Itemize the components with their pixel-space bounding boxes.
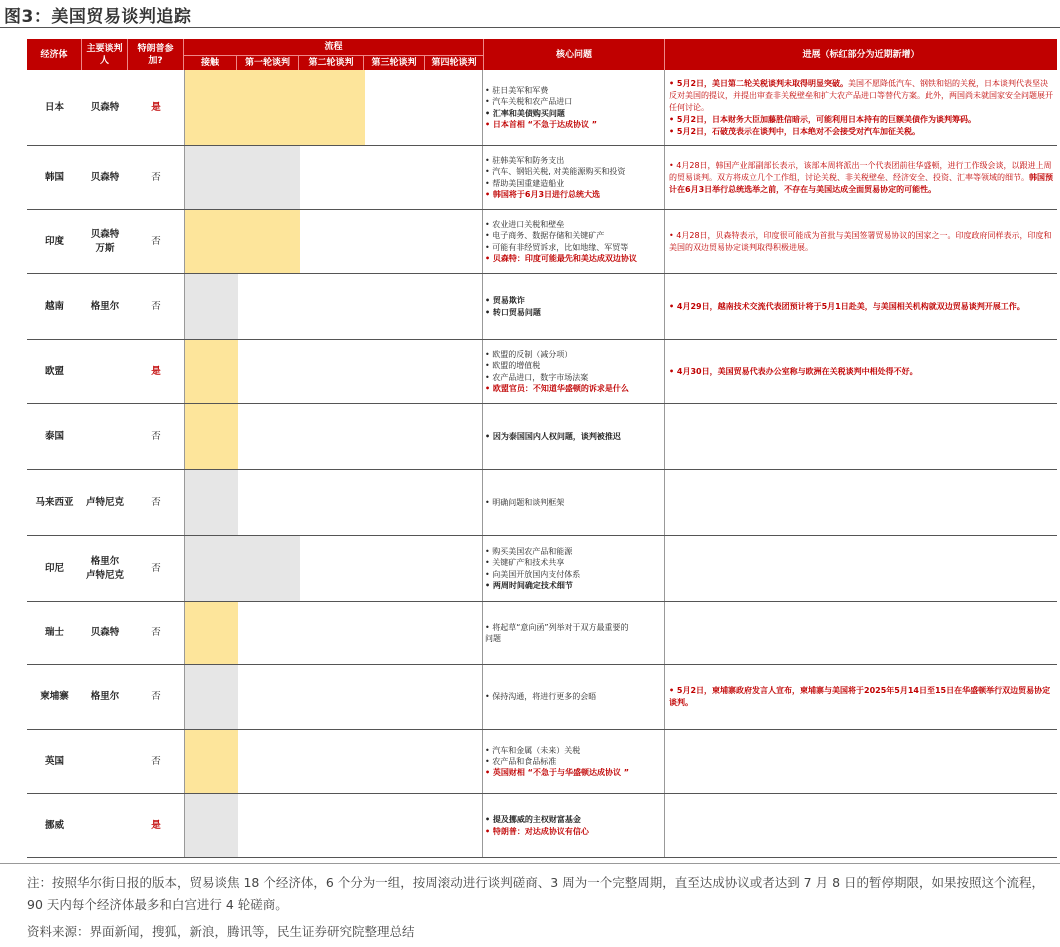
issue-item: • 欧盟官员：不知道华盛顿的诉求是什么 [485,383,629,393]
economy-name: 马来西亚 [35,496,74,508]
progress-item: • 5月2日，美日第二轮关税谈判未取得明显突破。 [669,78,849,88]
header-stage-round3: 第三轮谈判 [364,56,425,70]
trump-participation: 是 [151,101,161,113]
economy-name: 印尼 [44,562,64,574]
stage-fill [185,665,238,729]
issue-item: • 明确问题和谈判框架 [485,497,565,507]
progress-item: 韩国预计在6月3日举行总统选举之前，不存在与美国达成全面贸易协定的可能性。 [669,172,1053,194]
stage-fill [185,70,365,145]
issue-item: • 汽车、钢铝关税, 对美能源购买和投资 [485,167,626,177]
progress-notes [665,340,1057,403]
header-stage-round4: 第四轮谈判 [425,56,483,70]
table-row [27,665,1057,730]
economy-name: 日本 [44,101,64,113]
process-stage-bar [184,536,483,601]
core-issues [483,146,665,209]
table-row [27,404,1057,470]
issue-item: • 转口贸易问题 [485,307,541,317]
issue-item: • 汽车关税和农产品进口 [485,97,573,107]
title-divider [0,27,1060,28]
core-issues [483,602,665,664]
negotiator-name [82,404,128,469]
negotiator-name: 贝森特 [90,171,120,183]
trump-participation: 否 [151,691,161,702]
issue-item: • 贝森特：印度可能最先和美达成双边协议 [485,253,637,263]
issue-item: • 农产品进口，数字市场法案 [485,372,589,382]
issue-item: • 因为泰国国内人权问题，谈判被推迟 [485,431,621,441]
table-row [27,536,1057,602]
economy-name: 欧盟 [44,365,64,377]
progress-notes [665,470,1057,535]
issue-item: • 欧盟的增值税 [485,361,541,371]
economy-name: 瑞士 [44,627,64,638]
header-stage-round2: 第二轮谈判 [299,56,364,70]
negotiator-name: 贝森特 万斯 [90,228,120,254]
issue-item: • 英国财相 “不急于与华盛顿达成协议 ” [485,768,629,778]
negotiator-name: 贝森特 [90,627,120,638]
issue-item: • 两周时间确定技术细节 [485,580,573,590]
progress-notes [665,404,1057,469]
economy-name: 越南 [44,300,64,312]
issue-item: • 保持沟通，将进行更多的会晤 [485,692,597,702]
core-issues [483,470,665,535]
progress-item: • 5月2日，日本财务大臣加藤胜信暗示，可能利用日本持有的巨额美债作为谈判筹码。 [669,114,977,124]
table-row [27,210,1057,274]
process-stage-bar [184,340,483,403]
core-issues [483,210,665,273]
issue-item: • 汇率和美债购买问题 [485,108,565,118]
progress-notes [665,665,1057,729]
progress-item: • 5月2日，柬埔寨政府发言人宣布，柬埔寨与美国将于2025年5月14日至15日在华盛顿举行双边贸易协定谈判。 [669,686,1051,707]
issue-item: • 日本首相 “不急于达成协议 ” [485,119,597,129]
header-progress: 进展（标红部分为近期新增） [665,39,1057,70]
core-issues [483,274,665,339]
core-issues [483,730,665,793]
core-issues [483,536,665,601]
process-stage-bar [184,602,483,664]
progress-notes [665,536,1057,601]
header-trump: 特朗普参加? [128,39,184,70]
header-issues: 核心问题 [483,39,665,70]
issue-item: • 农产品和食品标准 [485,756,557,766]
header-economy: 经济体 [27,39,82,70]
issue-item: • 提及挪威的主权财富基金 [485,815,581,825]
stage-fill [185,146,300,209]
issue-item: • 可能有非经贸诉求，比如地缘、军贸等 [485,242,629,252]
core-issues [483,665,665,729]
table-row [27,340,1057,404]
negotiator-name: 贝森特 [90,101,120,113]
negotiator-name [82,794,128,857]
progress-item: • 4月29日，越南技术交流代表团预计将于5月1日赴美，与美国相关机构就双边贸易谈判开展工作。 [669,301,1025,311]
trump-participation: 是 [151,365,161,377]
table-row [27,470,1057,536]
issue-item: • 向美国开放国内支付体系 [485,569,581,579]
trump-participation: 否 [151,627,161,638]
stage-fill [185,340,238,403]
footer-divider [0,863,1060,864]
economy-name: 韩国 [44,171,64,183]
progress-notes [665,274,1057,339]
header-stage-contact: 接触 [184,56,237,70]
trump-participation: 是 [151,819,161,831]
negotiator-name: 格里尔 卢特尼克 [85,555,124,581]
stage-fill [185,730,238,793]
process-stage-bar [184,210,483,273]
trump-participation: 否 [151,755,161,767]
table-header [27,39,1057,70]
issue-item: • 电子商务、数据存储和关键矿产 [485,231,605,241]
issue-item: • 购买美国农产品和能源 [485,547,573,557]
economy-name: 泰国 [44,430,64,442]
process-stage-bar [184,665,483,729]
issue-item: • 帮助美国重建造船业 [485,178,565,188]
negotiator-name [82,730,128,793]
stage-fill [185,794,238,857]
issue-item: • 欧盟的反制（减分项） [485,350,573,360]
trump-participation: 否 [151,235,161,247]
issue-item: • 汽车和金属（未来）关税 [485,745,581,755]
process-stage-bar [184,470,483,535]
issue-item: • 农业进口关税和壁垒 [485,220,565,230]
trump-participation: 否 [151,496,161,508]
negotiator-name: 格里尔 [90,300,120,312]
issue-item: • 韩国将于6月3日进行总统大选 [485,189,601,199]
issue-item: • 关键矿产和技术共享 [485,558,565,568]
process-stage-bar [184,404,483,469]
negotiator-name: 格里尔 [90,691,120,702]
table-row [27,274,1057,340]
core-issues [483,340,665,403]
trump-participation: 否 [151,300,161,312]
process-stage-bar [184,794,483,857]
process-stage-bar [184,70,483,145]
footnote: 注：按照华尔街日报的版本，贸易谈焦 18 个经济体，6 个分为一组，按周滚动进行谈判磋商、3 周为一个完整周期，直至达成协议或者达到 7 月 8 日的暂停期限，如果按照这个流程，90 天内每个经济体最多和白宫进行 4 轮磋商。 [27,875,1045,912]
table-row [27,146,1057,210]
progress-notes [665,70,1057,145]
economy-name: 英国 [44,755,64,767]
stage-fill [185,536,300,601]
table-row [27,602,1057,665]
source-note: 资料来源：界面新闻，搜狐，新浪，腾讯等，民生证券研究院整理总结 [27,924,415,939]
progress-item: • 4月30日，美国贸易代表办公室称与欧洲在关税谈判中相处得不好。 [669,366,918,376]
progress-item: 美国不愿降低汽车、钢铁和铝的关税，日本谈判代表坚决反对美国的提议，并提出审查非关税壁垒和扩大农产品进口等替代方案。此外，两国尚未就国家安全问题展开任何讨论。 [669,78,1053,112]
stage-fill [185,210,300,273]
issue-item: • 驻日美军和军费 [485,86,549,96]
process-stage-bar [184,730,483,793]
issue-item: • 贸易欺诈 [485,296,525,306]
table-row [27,730,1057,794]
table-row [27,70,1057,146]
core-issues [483,70,665,145]
trade-negotiation-table [27,39,1057,853]
figure-title: 图3：美国贸易谈判追踪 [4,7,192,27]
process-stage-bar [184,146,483,209]
negotiator-name: 卢特尼克 [85,496,124,508]
issue-item: • 驻韩美军和防务支出 [485,156,565,166]
stage-fill [185,470,238,535]
core-issues [483,794,665,857]
trump-participation: 否 [151,562,161,574]
progress-notes [665,210,1057,273]
stage-fill [185,404,238,469]
progress-notes [665,730,1057,793]
trump-participation: 否 [151,171,161,183]
header-process: 流程 [184,39,483,56]
table-row [27,794,1057,858]
progress-notes [665,146,1057,209]
progress-item: • 4月28日，韩国产业部副部长表示，该部本周将派出一个代表团前往华盛顿，进行工作级会谈，以跟进上周的贸易谈判。双方将成立几个工作组，讨论关税、非关税壁垒、经济安全、投资、汇率等领域的细节。 [669,160,1052,182]
economy-name: 挪威 [44,819,64,831]
stage-fill [185,602,238,664]
economy-name: 柬埔寨 [40,691,69,702]
header-negotiator: 主要谈判人 [82,39,128,70]
header-stage-round1: 第一轮谈判 [237,56,299,70]
trump-participation: 否 [151,430,161,442]
negotiator-name [82,340,128,403]
progress-notes [665,794,1057,857]
issue-item: • 将起草“意向函”列举对于双方最重要的 问题 [485,622,629,643]
economy-name: 印度 [44,235,64,247]
progress-item: • 5月2日，石破茂表示在谈判中，日本绝对不会接受对汽车加征关税。 [669,126,921,136]
process-stage-bar [184,274,483,339]
issue-item: • 特朗普：对达成协议有信心 [485,826,589,836]
progress-item: • 4月28日，贝森特表示，印度很可能成为首批与美国签署贸易协议的国家之一。印度政府同样表示，印度和美国的双边贸易协定谈判取得积极进展。 [669,230,1052,252]
stage-fill [185,274,238,339]
core-issues [483,404,665,469]
progress-notes [665,602,1057,664]
